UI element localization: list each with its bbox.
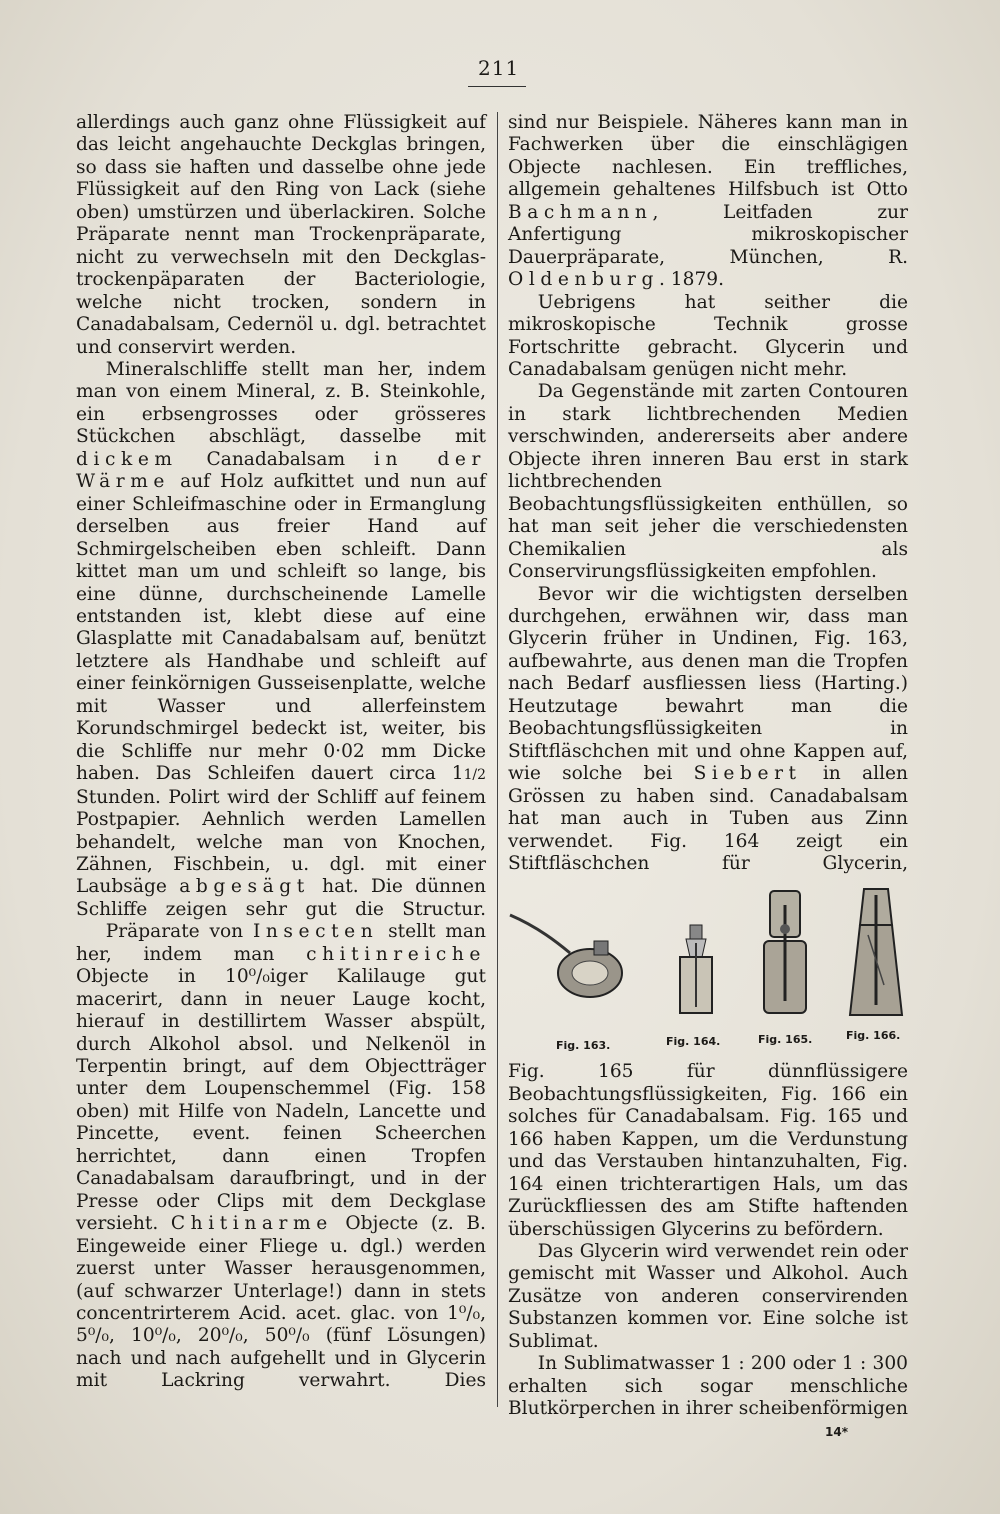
- spaced-text: in der Wärme: [76, 448, 486, 493]
- paragraph-insecten: [76, 921, 486, 1393]
- text: Präparate von: [105, 921, 244, 943]
- text: Canadabalsam: [206, 448, 346, 470]
- paragraph-contouren: Da Gegenstände mit zarten Contouren in stark lichtbrechenden Medien verschwinden, andererseits aber andere Objecte ihren inneren Bau erst in stark lichtbrechenden Beobachtungsflüssigkeiten enthüllen, so hat man seit jeher die verschiedensten Chemikalien als Conservirungsflüssigkeiten empfohlen.: [508, 381, 908, 583]
- stiftflaeschchen-165-illustration: [760, 889, 810, 1019]
- fig-164-caption: Fig. 164.: [666, 1035, 721, 1049]
- text: in allen Grössen zu haben sind. Canadabalsam hat man auch in Tuben aus Zinn verwendet. Fig. 164 zeigt ein Stiftfläschchen für Glycerin,: [508, 763, 908, 874]
- column-divider: [497, 112, 498, 1407]
- paragraph-trockenpraeparate: allerdings auch ganz ohne Flüssigkeit auf das leicht angehauchte Deckglas bringen, so dass sie haften und dasselbe ohne jede Flüssigkeit auf den Ring von Lack (siehe oben) umstürzen und überlackiren. Solche Präparate nennt man Trockenpräparate, nicht zu verwechseln mit den Deckglas-trockenpäparaten der Bacteriologie, welche nicht trocken, sondern in Canadabalsam, Cedernöl u. dgl. betrachtet und conservirt werden.: [76, 112, 486, 358]
- paragraph-undinen: [508, 584, 908, 876]
- paragraph-glycerin: Das Glycerin wird verwendet rein oder gemischt mit Wasser und Alkohol. Auch Zusätze von anderen conservirenden Substanzen kommen vor. Eine solche ist Sublimat.: [508, 1241, 908, 1352]
- spaced-text: Oldenburg: [508, 269, 659, 291]
- fig-166-caption: Fig. 166.: [846, 1029, 901, 1043]
- text: Bevor wir die wichtigsten derselben durchgehen, erwähnen wir, dass man Glycerin früher in Undinen, Fig. 163, aufbewahrte, aus denen man die Tropfen nach Bedarf ausfliessen liess (Harting.) Heutzutage bewahrt man die Beobachtungsflüssigkeiten in Stiftfläschchen mit und ohne Kappen auf, wie solche bei: [508, 583, 908, 785]
- paragraph-beispiele: [508, 112, 908, 292]
- paragraph-fig165: Fig. 165 für dünnflüssigere Beobachtungsflüssigkeiten, Fig. 166 ein solches für Canadabalsam. Fig. 165 und 166 haben Kappen, um die Verdunstung und das Verstauben hintanzuhalten, Fig. 164 einen trichterartigen Hals, um das Zurückfliessen des am Stifte haftenden überschüssigen Glycerins zu befördern.: [508, 1061, 908, 1240]
- spaced-text: Bachmann: [508, 201, 653, 223]
- spaced-text: abgesägt: [179, 876, 310, 898]
- stiftflaeschchen-166-illustration: [848, 885, 904, 1025]
- fig-165-caption: Fig. 165.: [758, 1033, 813, 1047]
- fraction: 1/2: [463, 767, 486, 784]
- figures-row: [508, 883, 908, 1055]
- page-number: 211: [478, 56, 520, 80]
- paragraph-sublimat: In Sublimatwasser 1 : 200 oder 1 : 300 erhalten sich sogar menschliche Blutkörperchen in ihrer scheibenförmigen: [508, 1353, 908, 1420]
- text: auf Holz aufkittet und nun auf einer Schleifmaschine oder in Ermanglung derselben aus freier Hand auf Schmirgelscheiben eben schleift. Dann kittet man um und schleift so lange, bis eine dünne, durchscheinende Lamelle entstanden ist, klebt diese auf eine Glasplatte mit Canadabalsam auf, benützt letztere als Handhabe und schleift auf einer feinkörnigen Gusseisenplatte, welche mit Wasser und allerfeinstem Korundschmirgel bedeckt ist, weiter, bis die Schliffe nur mehr 0·02 mm Dicke haben. Das Schleifen dauert circa 1: [76, 471, 486, 785]
- stiftflaeschchen-164-illustration: [676, 923, 716, 1023]
- spaced-text: chitinreiche: [306, 943, 486, 965]
- paragraph-mineralschliffe: [76, 359, 486, 921]
- undine-illustration: [508, 897, 628, 1007]
- text: Objecte (z. B. Eingeweide einer Fliege u. dgl.) werden zuerst unter Wasser herausgenommen, (auf schwarzer Unterlage!) dann in stets concentrirterem Acid. acet. glac. von 1⁰/₀, 5⁰/₀, 10⁰/₀, 20⁰/₀, 50⁰/₀ (fünf Lösungen) nach und nach aufgehellt und in Glycerin mit Lackring verwahrt. Dies: [76, 1213, 486, 1392]
- spaced-text: dickem: [76, 448, 178, 470]
- paragraph-technik: Uebrigens hat seither die mikroskopische Technik grosse Fortschritte gebracht. Glycerin und Canadabalsam genügen nicht mehr.: [508, 291, 908, 380]
- text: , Leitfaden zur Anfertigung mikroskopischer Dauerpräparate, München, R.: [508, 201, 908, 268]
- spaced-text: Insecten: [252, 921, 379, 943]
- text: sind nur Beispiele. Näheres kann man in Fachwerken über die einschlägigen Objecte nachlesen. Ein treffliches, allgemein gehaltenes Hilfsbuch ist Otto: [508, 112, 908, 201]
- text: Mineralschliffe stellt man her, indem man von einem Mineral, z. B. Steinkohle, ein erbsengrosses oder grösseres Stückchen abschlägt, dasselbe mit: [76, 358, 486, 448]
- header-rule: [468, 86, 526, 87]
- text: stellt man her, indem man: [76, 921, 486, 965]
- text: hat. Die dünnen Schliffe zeigen sehr gut die Structur.: [76, 876, 486, 920]
- signature-mark: 14*: [825, 1424, 848, 1439]
- text: Stunden. Polirt wird der Schliff auf feinem Postpapier. Aehnlich werden Lamellen behandelt, welche man von Knochen, Zähnen, Fischbein, u. dgl. mit einer Laubsäge: [76, 786, 486, 898]
- right-column: [508, 112, 908, 1443]
- text: Objecte in 10⁰/₀iger Kalilauge gut macerirt, dann in neuer Lauge kocht, hierauf in destillirtem Wasser abspült, durch Alkohol absol. und Nelkenöl in Terpentin bringt, auf dem Objectträger unter dem Loupenschemmel (Fig. 158 oben) mit Hilfe von Nadeln, Lancette und Pincette, event. feinen Scheerchen herrichtet, dann einen Tropfen Canadabalsam daraufbringt, und in der Presse oder Clips mit dem Deckglase versieht.: [76, 966, 486, 1235]
- left-column: [76, 112, 486, 1393]
- text: . 1879.: [658, 269, 725, 291]
- spaced-text: Siebert: [693, 763, 802, 785]
- fig-163-caption: Fig. 163.: [556, 1039, 611, 1053]
- spaced-text: Chitinarme: [170, 1213, 333, 1235]
